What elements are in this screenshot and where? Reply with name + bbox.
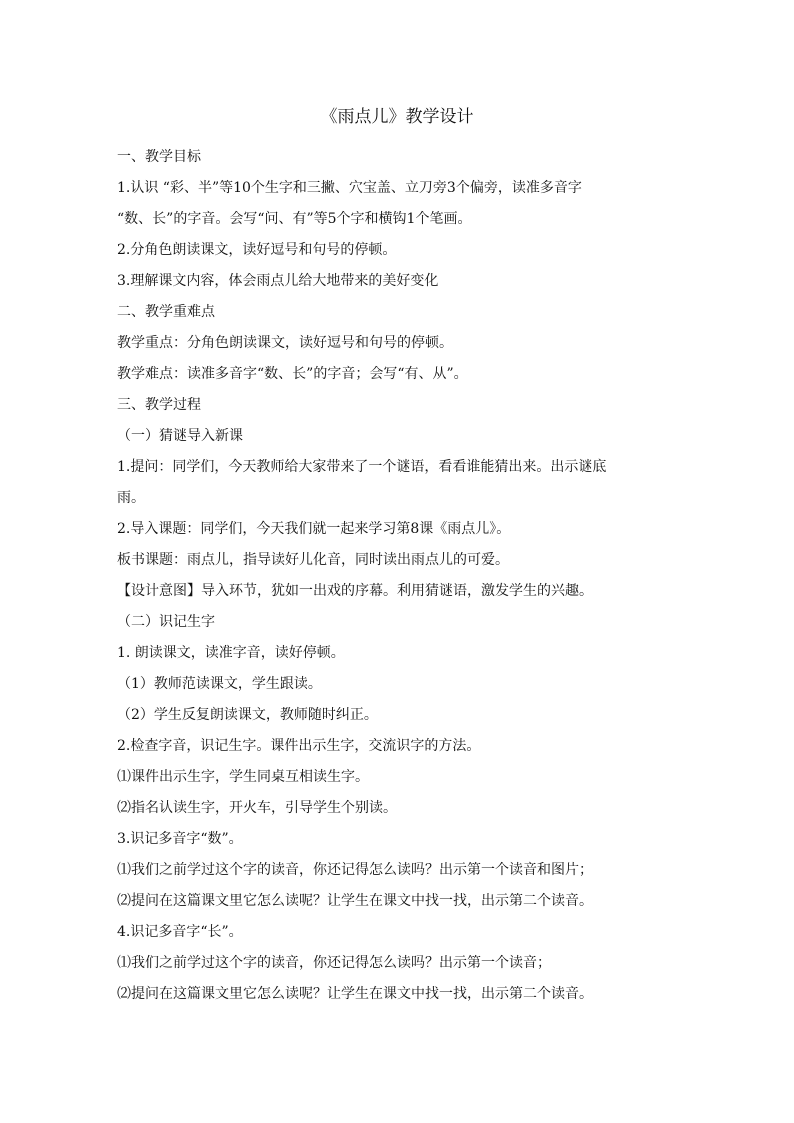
characters-step-3: 3.识记多音字“数”。 (117, 831, 243, 847)
subsection-heading-characters: （二）识记生字 (117, 614, 215, 630)
difficult-point: 教学难点：读准多音字“数、长”的字音；会写“有、从”。 (117, 366, 468, 382)
characters-step-1-a: （1）教师范读课文，学生跟读。 (117, 676, 322, 692)
objective-1-line-2: “数、长”的字音。会写“问、有”等5个字和横钩1个笔画。 (117, 211, 472, 227)
subsection-heading-riddle: （一）猜谜导入新课 (117, 428, 243, 444)
riddle-step-2: 2.导入课题：同学们，今天我们就一起来学习第8课《雨点儿》。 (117, 521, 511, 537)
objective-1-line-1: 1.认识 “彩、半”等10个生字和三撇、穴宝盖、立刀旁3个偏旁，读准多音字 (117, 180, 582, 196)
characters-step-4-a: ⑴我们之前学过这个字的读音，你还记得怎么读吗？出示第一个读音； (117, 955, 551, 971)
characters-step-1-b: （2）学生反复朗读课文，教师随时纠正。 (117, 707, 378, 723)
characters-step-2-a: ⑴课件出示生字，学生同桌互相读生字。 (117, 769, 369, 785)
objective-3: 3.理解课文内容，体会雨点儿给大地带来的美好变化 (117, 273, 439, 289)
characters-step-2-b: ⑵指名认读生字，开火车，引导学生个别读。 (117, 800, 397, 816)
characters-step-3-a: ⑴我们之前学过这个字的读音，你还记得怎么读吗？出示第一个读音和图片； (117, 862, 593, 878)
section-heading-process: 三、教学过程 (117, 397, 201, 413)
characters-step-2: 2.检查字音，识记生字。课件出示生字，交流识字的方法。 (117, 738, 481, 754)
characters-step-4: 4.识记多音字“长”。 (117, 924, 243, 940)
key-point: 教学重点：分角色朗读课文，读好逗号和句号的停顿。 (117, 335, 453, 351)
characters-step-1: 1. 朗读课文，读准字音，读好停顿。 (117, 645, 345, 661)
document-title: 《雨点儿》教学设计 (320, 107, 474, 127)
document-body (117, 142, 683, 1010)
riddle-step-1-line-1: 1.提问：同学们，今天教师给大家带来了一个谜语，看看谁能猜出来。出示谜底 (117, 459, 607, 475)
objective-2: 2.分角色朗读课文，读好逗号和句号的停顿。 (117, 242, 397, 258)
riddle-step-1-line-2: 雨。 (117, 490, 145, 506)
characters-step-4-b: ⑵提问在这篇课文里它怎么读呢？让学生在课文中找一找，出示第二个读音。 (117, 986, 593, 1002)
blackboard-title: 板书课题：雨点儿，指导读好儿化音，同时读出雨点儿的可爱。 (117, 552, 509, 568)
characters-step-3-b: ⑵提问在这篇课文里它怎么读呢？让学生在课文中找一找，出示第二个读音。 (117, 893, 593, 909)
section-heading-objectives: 一、教学目标 (117, 149, 201, 165)
design-intent: 【设计意图】导入环节，犹如一出戏的序幕。利用猜谜语，激发学生的兴趣。 (117, 583, 593, 599)
section-heading-key-points: 二、教学重难点 (117, 304, 215, 320)
